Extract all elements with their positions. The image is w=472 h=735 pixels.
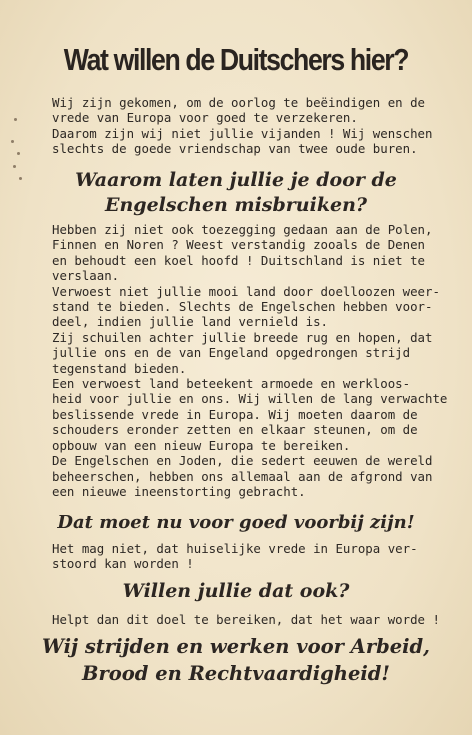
doel-paragraph <box>52 612 440 627</box>
intro-line: vrede van Europa voor goed te verzekeren. <box>52 110 358 126</box>
main-body <box>52 222 448 499</box>
body-line: beslissende vrede in Europa. Wij moeten daarom de <box>52 406 418 422</box>
stain-mark <box>11 140 14 143</box>
heading-misbruiken <box>0 168 472 218</box>
heading-line: Waarom laten jullie je door de <box>75 169 397 191</box>
intro-line: Daarom zijn wij niet jullie vijanden ! Wij wenschen <box>52 125 433 141</box>
heading-line: Engelschen misbruiken? <box>104 194 368 216</box>
body-line: en behoudt een koel hoofd ! Duitschland is niet te <box>52 252 425 268</box>
body-line: Finnen en Noren ? Weest verstandig zooals de Denen <box>52 237 425 253</box>
body-line: Verwoest niet jullie mooi land door doelloozen weer- <box>52 283 440 299</box>
body-line: verslaan. <box>52 268 120 284</box>
body-line: De Engelschen en Joden, die sedert eeuwen de wereld <box>52 453 433 469</box>
body-line: schouders eronder zetten en elkaar steunen, om de <box>52 422 418 438</box>
intro-line: Wij zijn gekomen, om de oorlog te beëindigen en de <box>52 95 425 110</box>
body-line: Hebben zij niet ook toezegging gedaan aan de Polen, <box>52 222 433 237</box>
stain-mark <box>14 118 17 121</box>
para-line: Het mag niet, dat huiselijke vrede in Europa ver- <box>52 541 418 556</box>
intro-line: slechts de goede vriendschap van twee oude buren. <box>52 141 418 157</box>
body-line: stand te bieden. Slechts de Engelschen hebben voor- <box>52 299 433 315</box>
body-line: opbouw van een nieuw Europa te bereiken. <box>52 437 351 453</box>
heading-voorbij: Dat moet nu voor goed voorbij zijn! <box>57 512 415 533</box>
leaflet-title: Wat willen de Duitschers hier? <box>63 42 409 77</box>
closing-slogan <box>0 633 472 687</box>
vrede-paragraph <box>52 541 430 572</box>
body-line: deel, indien jullie land vernield is. <box>52 314 329 330</box>
body-line: tegenstand bieden. <box>52 360 187 376</box>
intro-paragraph <box>52 95 433 157</box>
stain-mark <box>17 152 20 155</box>
heading-willen: Willen jullie dat ook? <box>122 580 350 602</box>
slogan-line: Wij strijden en werken voor Arbeid, <box>42 635 430 658</box>
body-line: Een verwoest land beteekent armoede en werkloos- <box>52 376 411 392</box>
slogan-line: Brood en Rechtvaardigheid! <box>82 662 390 685</box>
body-line: heid voor jullie en ons. Wij willen de lang verwachte <box>52 391 448 407</box>
para-line: Helpt dan dit doel te bereiken, dat het waar worde ! <box>52 612 440 627</box>
body-line: jullie ons en de van Engeland opgedrongen strijd <box>52 345 411 361</box>
body-line: beheerschen, hebben ons allemaal aan de afgrond van <box>52 468 433 484</box>
body-line: een nieuwe ineenstorting gebracht. <box>52 483 306 499</box>
body-line: Zij schuilen achter jullie breede rug en hopen, dat <box>52 329 433 345</box>
para-line: stoord kan worden ! <box>52 556 194 572</box>
